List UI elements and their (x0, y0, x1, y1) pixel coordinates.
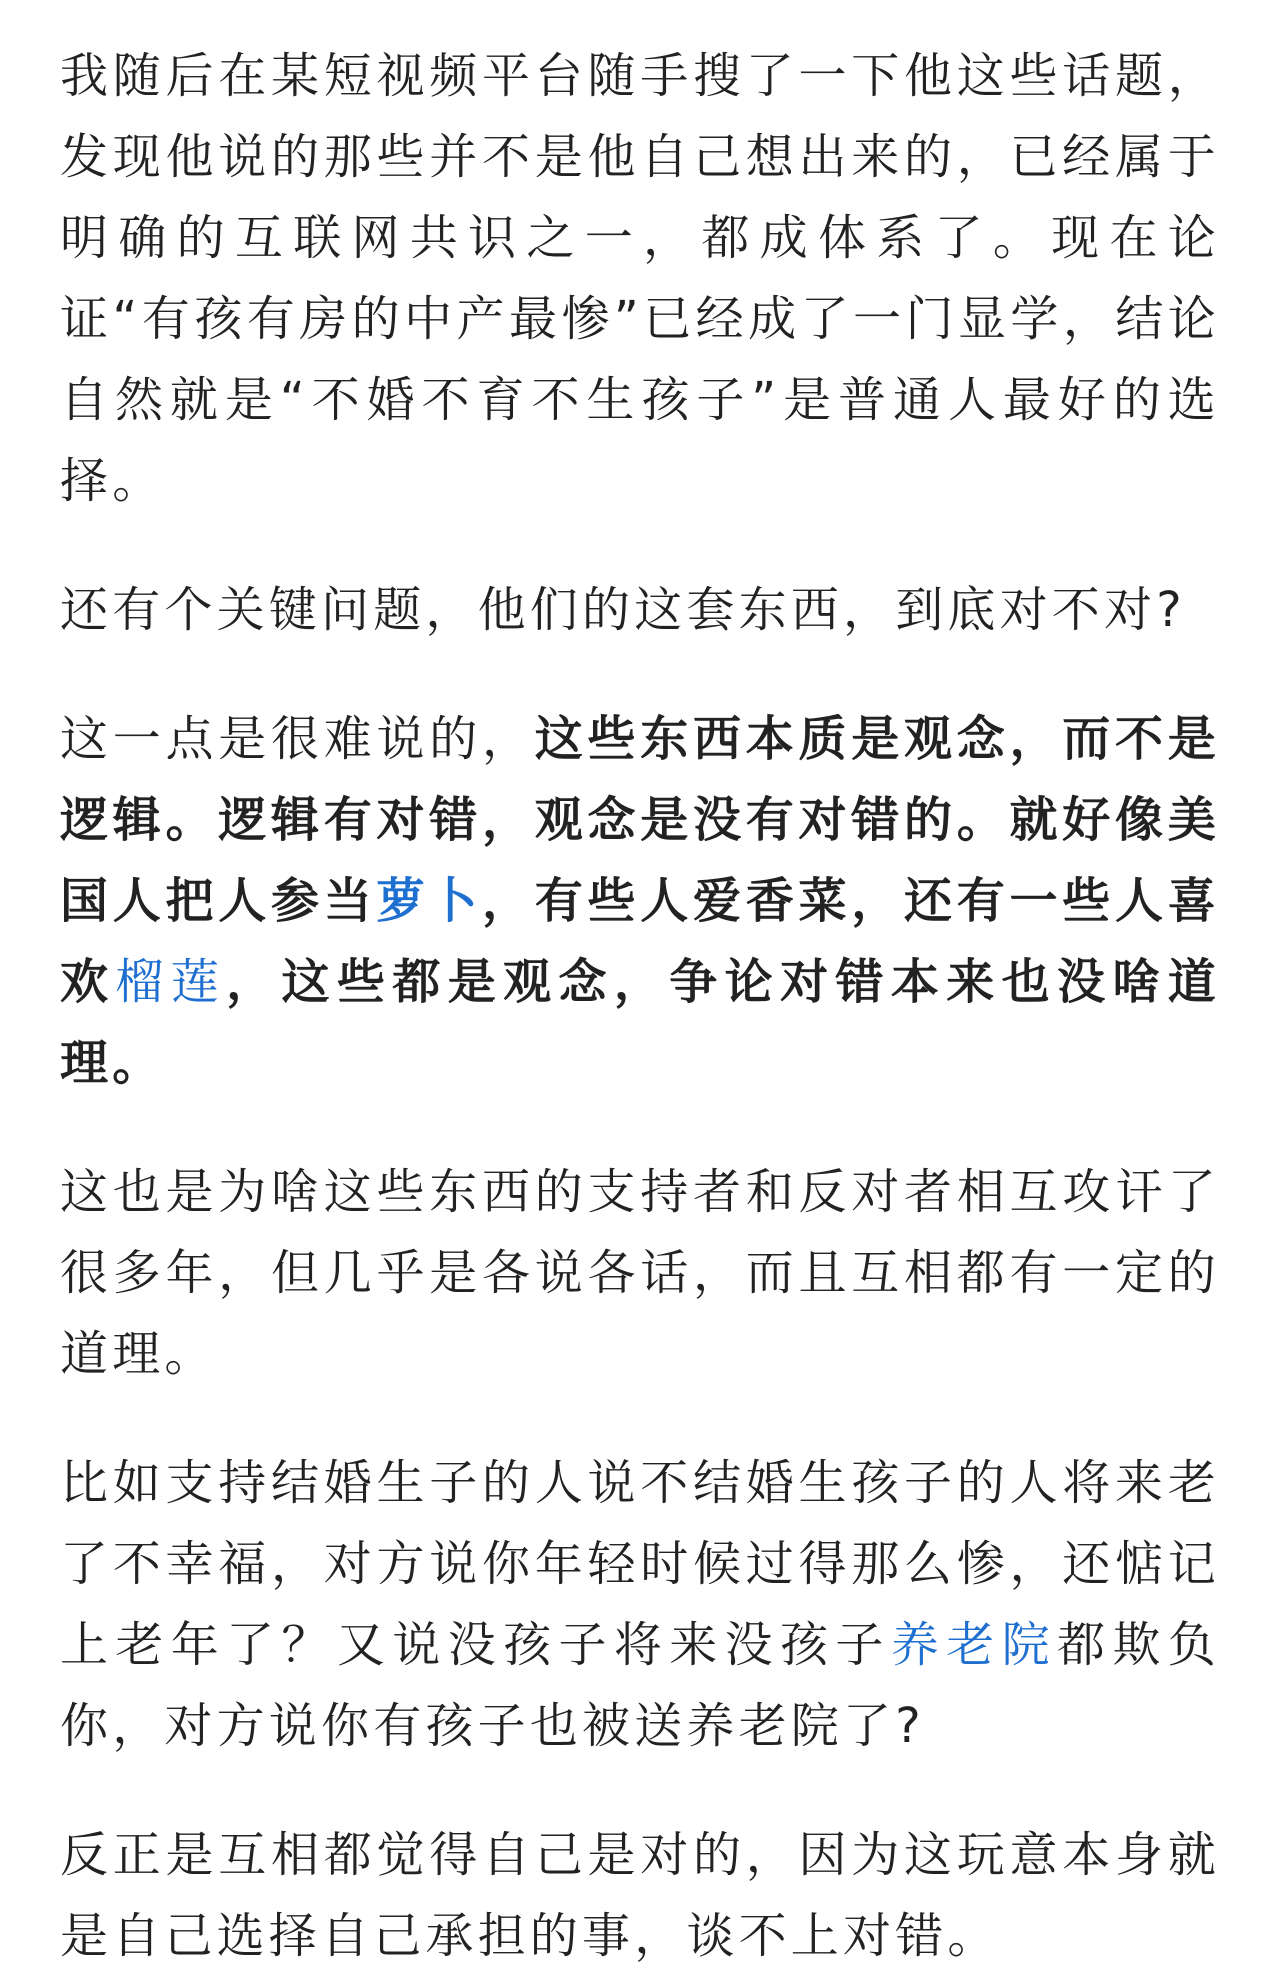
paragraph-2 (60, 570, 1220, 651)
paragraph-6 (60, 1815, 1220, 1977)
paragraph-5 (60, 1443, 1220, 1767)
paragraph-3-bold-text-2: ，有些人爱香菜，还有一些人喜欢 (60, 873, 1220, 1010)
paragraph-4 (60, 1152, 1220, 1395)
paragraph-6-text: 反正是互相都觉得自己是对的，因为这玩意本身就是自己选择自己承担的事，谈不上对错。 (60, 1827, 1220, 1964)
paragraph-1 (60, 36, 1220, 522)
paragraph-2-text: 还有个关键问题，他们的这套东西，到底对不对? (60, 582, 1186, 638)
paragraph-3-intro: 这一点是很难说的， (60, 711, 535, 767)
link-luobo[interactable]: 萝卜 (376, 873, 483, 929)
link-liulian[interactable]: 榴莲 (115, 954, 227, 1010)
paragraph-3-bold-text-3: ，这些都是观念，争论对错本来也没啥道理。 (60, 954, 1220, 1091)
paragraph-3 (60, 699, 1220, 1104)
link-yanglaoyuan[interactable]: 养老院 (890, 1617, 1057, 1673)
paragraph-1-text: 我随后在某短视频平台随手搜了一下他这些话题，发现他说的那些并不是他自己想出来的，已经属于明确的互联网共识之一，都成体系了。现在论证“有孩有房的中产最惨”已经成了一门显学，结论自然就是“不婚不育不生孩子”是普通人最好的选择。 (60, 48, 1220, 509)
paragraph-3-bold-text-1: 这些东西本质是观念，而不是逻辑。逻辑有对错，观念是没有对错的。就好像美国人把人参当 (60, 711, 1220, 929)
paragraph-5-text-1: 比如支持结婚生子的人说不结婚生孩子的人将来老了不幸福，对方说你年轻时候过得那么惨，还惦记上老年了？又说没孩子将来没孩子 (60, 1455, 1220, 1673)
paragraph-4-text: 这也是为啥这些东西的支持者和反对者相互攻讦了很多年，但几乎是各说各话，而且互相都有一定的道理。 (60, 1164, 1220, 1382)
paragraph-5-text-2: 都欺负你，对方说你有孩子也被送养老院了? (60, 1617, 1220, 1754)
